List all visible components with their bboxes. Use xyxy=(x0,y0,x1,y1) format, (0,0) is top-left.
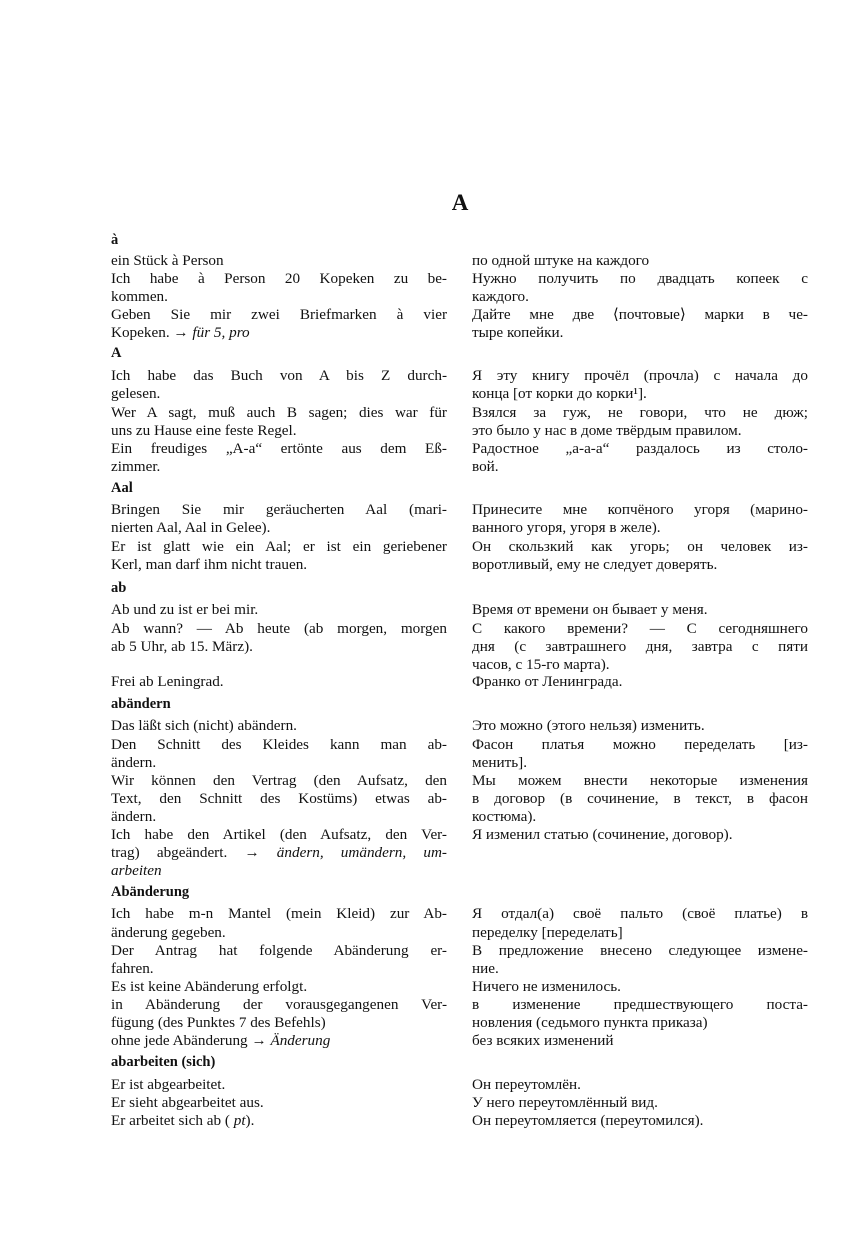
russian-translation: Я эту книгу прочёл (прочла) с начала до xyxy=(472,367,808,384)
russian-translation: вой. xyxy=(472,458,499,475)
russian-translation: переделку [переделать] xyxy=(472,924,623,941)
russian-translation: Франко от Ленинграда. xyxy=(472,673,623,690)
german-text: Den Schnitt des Kleides kann man ab- xyxy=(111,736,447,753)
german-text: nierten Aal, Aal in Gelee). xyxy=(111,519,271,536)
german-text: Ab und zu ist er bei mir. xyxy=(111,601,259,618)
german-phrase xyxy=(111,620,447,637)
german-text: fahren. xyxy=(111,960,154,977)
german-phrase xyxy=(111,1014,447,1031)
russian-translation: в изменение предшествующего поста- xyxy=(472,996,808,1013)
russian-translation: новления (седьмого пункта приказа) xyxy=(472,1014,708,1031)
german-text: trag) abgeändert. xyxy=(111,844,228,861)
german-phrase xyxy=(111,501,447,518)
russian-translation: С какого времени? — С сегодняшнего xyxy=(472,620,808,637)
cross-reference: → Änderung xyxy=(247,1032,331,1049)
russian-translation: менить]. xyxy=(472,754,528,771)
russian-translation: Принесите мне копчёного угоря (марино- xyxy=(472,501,808,518)
entry-headword: Abänderung xyxy=(111,884,190,900)
german-phrase xyxy=(111,673,447,690)
russian-translation: Время от времени он бывает у меня. xyxy=(472,601,708,618)
german-phrase xyxy=(111,772,447,789)
german-phrase xyxy=(111,808,447,825)
german-phrase xyxy=(111,458,447,475)
german-phrase xyxy=(111,556,447,573)
russian-translation: в договор (в сочинение, в текст, в фасон xyxy=(472,790,808,807)
russian-translation: Дайте мне две ⟨почтовые⟩ марки в че- xyxy=(472,306,808,323)
german-phrase xyxy=(111,601,447,618)
german-phrase xyxy=(111,1094,447,1111)
russian-translation: Радостное „а-а-а“ раздалось из столо- xyxy=(472,440,808,457)
entry-headword: Aal xyxy=(111,480,133,496)
german-text: fügung (des Punktes 7 des Befehls) xyxy=(111,1014,326,1031)
german-phrase xyxy=(111,790,447,807)
german-text: Ich habe den Artikel (den Aufsatz, den Ver- xyxy=(111,826,447,843)
german-phrase xyxy=(111,1032,447,1049)
german-text: Es ist keine Abänderung erfolgt. xyxy=(111,978,308,995)
entry-headword: abarbeiten (sich) xyxy=(111,1054,216,1070)
german-text: Das läßt sich (nicht) abändern. xyxy=(111,717,297,734)
german-phrase xyxy=(111,826,447,843)
russian-translation: это было у нас в доме твёрдым правилом. xyxy=(472,422,742,439)
german-phrase xyxy=(111,1076,447,1093)
german-phrase xyxy=(111,862,447,879)
german-text: Bringen Sie mir geräucherten Aal (mari- xyxy=(111,501,447,518)
russian-translation: Нужно получить по двадцать копеек с xyxy=(472,270,808,287)
german-phrase xyxy=(111,717,447,734)
german-phrase xyxy=(111,942,447,959)
german-phrase xyxy=(111,404,447,421)
german-text: kommen. xyxy=(111,288,168,305)
german-text: Frei ab Leningrad. xyxy=(111,673,224,690)
russian-translation: Я отдал(а) своё пальто (своё платье) в xyxy=(472,905,808,922)
german-phrase xyxy=(111,978,447,995)
german-phrase xyxy=(111,736,447,753)
german-phrase xyxy=(111,754,447,771)
cross-reference: arbeiten xyxy=(111,862,162,879)
entry-headword: ab xyxy=(111,580,127,596)
section-letter: A xyxy=(451,190,469,215)
german-phrase xyxy=(111,905,447,922)
russian-translation: Он переутомляется (переутомился). xyxy=(472,1112,704,1129)
russian-translation: Это можно (этого нельзя) изменить. xyxy=(472,717,705,734)
german-text: Ich habe m-n Mantel (mein Kleid) zur Ab- xyxy=(111,905,447,922)
german-text: ändern. xyxy=(111,808,157,825)
russian-translation: воротливый, ему не следует доверять. xyxy=(472,556,718,573)
russian-translation: Мы можем внести некоторые изменения xyxy=(472,772,808,789)
german-phrase xyxy=(111,288,447,305)
german-text: in Abänderung der vorausgegangenen Ver- xyxy=(111,996,447,1013)
russian-translation: ние. xyxy=(472,960,499,977)
german-text: Ich habe à Person 20 Kopeken zu be- xyxy=(111,270,447,287)
german-text: Wer A sagt, muß auch B sagen; dies war für xyxy=(111,404,447,421)
german-text: Kerl, man darf ihm nicht trauen. xyxy=(111,556,308,573)
german-phrase xyxy=(111,996,447,1013)
cross-reference: pt xyxy=(229,1112,246,1129)
german-text: Kopeken. xyxy=(111,324,170,341)
german-text: uns zu Hause eine feste Regel. xyxy=(111,422,297,439)
russian-translation: каждого. xyxy=(472,288,529,305)
german-text: Er ist abgearbeitet. xyxy=(111,1076,226,1093)
russian-translation: по одной штуке на каждого xyxy=(472,252,650,269)
german-phrase xyxy=(111,252,447,269)
russian-translation: У него переутомлённый вид. xyxy=(472,1094,658,1111)
russian-translation: костюма). xyxy=(472,808,537,825)
german-phrase xyxy=(111,924,447,941)
russian-translation: Взялся за гуж, не говори, что не дюж; xyxy=(472,404,808,421)
german-text: zimmer. xyxy=(111,458,161,475)
german-text: Ein freudiges „A-a“ ertönte aus dem Eß- xyxy=(111,440,447,457)
russian-translation: В предложение внесено следующее измене- xyxy=(472,942,808,959)
german-phrase xyxy=(111,1112,447,1129)
russian-translation: тыре копейки. xyxy=(472,324,564,341)
german-phrase xyxy=(111,638,447,655)
entry-headword: à xyxy=(111,232,119,248)
german-phrase xyxy=(111,519,447,536)
cross-reference: → ändern, umändern, um- xyxy=(227,844,447,861)
german-text: ohne jede Abänderung xyxy=(111,1032,248,1049)
entry-headword: abändern xyxy=(111,696,171,712)
cross-reference: → für 5, pro xyxy=(169,324,250,341)
german-text: Er sieht abgearbeitet aus. xyxy=(111,1094,264,1111)
russian-translation: дня (с завтрашнего дня, завтра с пяти xyxy=(472,638,808,655)
german-text: Text, den Schnitt des Kostüms) etwas ab- xyxy=(111,790,447,807)
german-text: ein Stück à Person xyxy=(111,252,224,269)
german-text: Der Antrag hat folgende Abänderung er- xyxy=(111,942,447,959)
german-text: ändern. xyxy=(111,754,157,771)
entry-headword: A xyxy=(111,345,122,361)
german-text-tail: ). xyxy=(245,1112,255,1129)
german-phrase xyxy=(111,538,447,555)
german-phrase xyxy=(111,440,447,457)
russian-translation: Ничего не изменилось. xyxy=(472,978,621,995)
russian-translation: Он скользкий как угорь; он человек из- xyxy=(472,538,808,555)
german-text: Ab wann? — Ab heute (ab morgen, morgen xyxy=(111,620,447,637)
german-text: Wir können den Vertrag (den Aufsatz, den xyxy=(111,772,447,789)
german-phrase xyxy=(111,960,447,977)
german-phrase xyxy=(111,385,447,402)
german-phrase xyxy=(111,844,447,861)
german-phrase xyxy=(111,306,447,323)
russian-translation: часов, с 15-го марта). xyxy=(472,656,610,673)
german-phrase xyxy=(111,422,447,439)
german-text: Ich habe das Buch von A bis Z durch- xyxy=(111,367,447,384)
german-phrase xyxy=(111,324,447,341)
russian-translation: Я изменил статью (сочинение, договор). xyxy=(472,826,733,843)
russian-translation: ванного угоря, угоря в желе). xyxy=(472,519,661,536)
german-text: Er arbeitet sich ab ( xyxy=(111,1112,230,1129)
russian-translation: без всяких изменений xyxy=(472,1032,614,1049)
german-text: Er ist glatt wie ein Aal; er ist ein geriebener xyxy=(111,538,447,555)
russian-translation: конца [от корки до корки¹]. xyxy=(472,385,647,402)
german-text: änderung gegeben. xyxy=(111,924,226,941)
german-text: ab 5 Uhr, ab 15. März). xyxy=(111,638,253,655)
russian-translation: Он переутомлён. xyxy=(472,1076,581,1093)
german-phrase xyxy=(111,367,447,384)
german-phrase xyxy=(111,270,447,287)
german-text: gelesen. xyxy=(111,385,161,402)
german-text: Geben Sie mir zwei Briefmarken à vier xyxy=(111,306,447,323)
russian-translation: Фасон платья можно переделать [из- xyxy=(472,736,808,753)
